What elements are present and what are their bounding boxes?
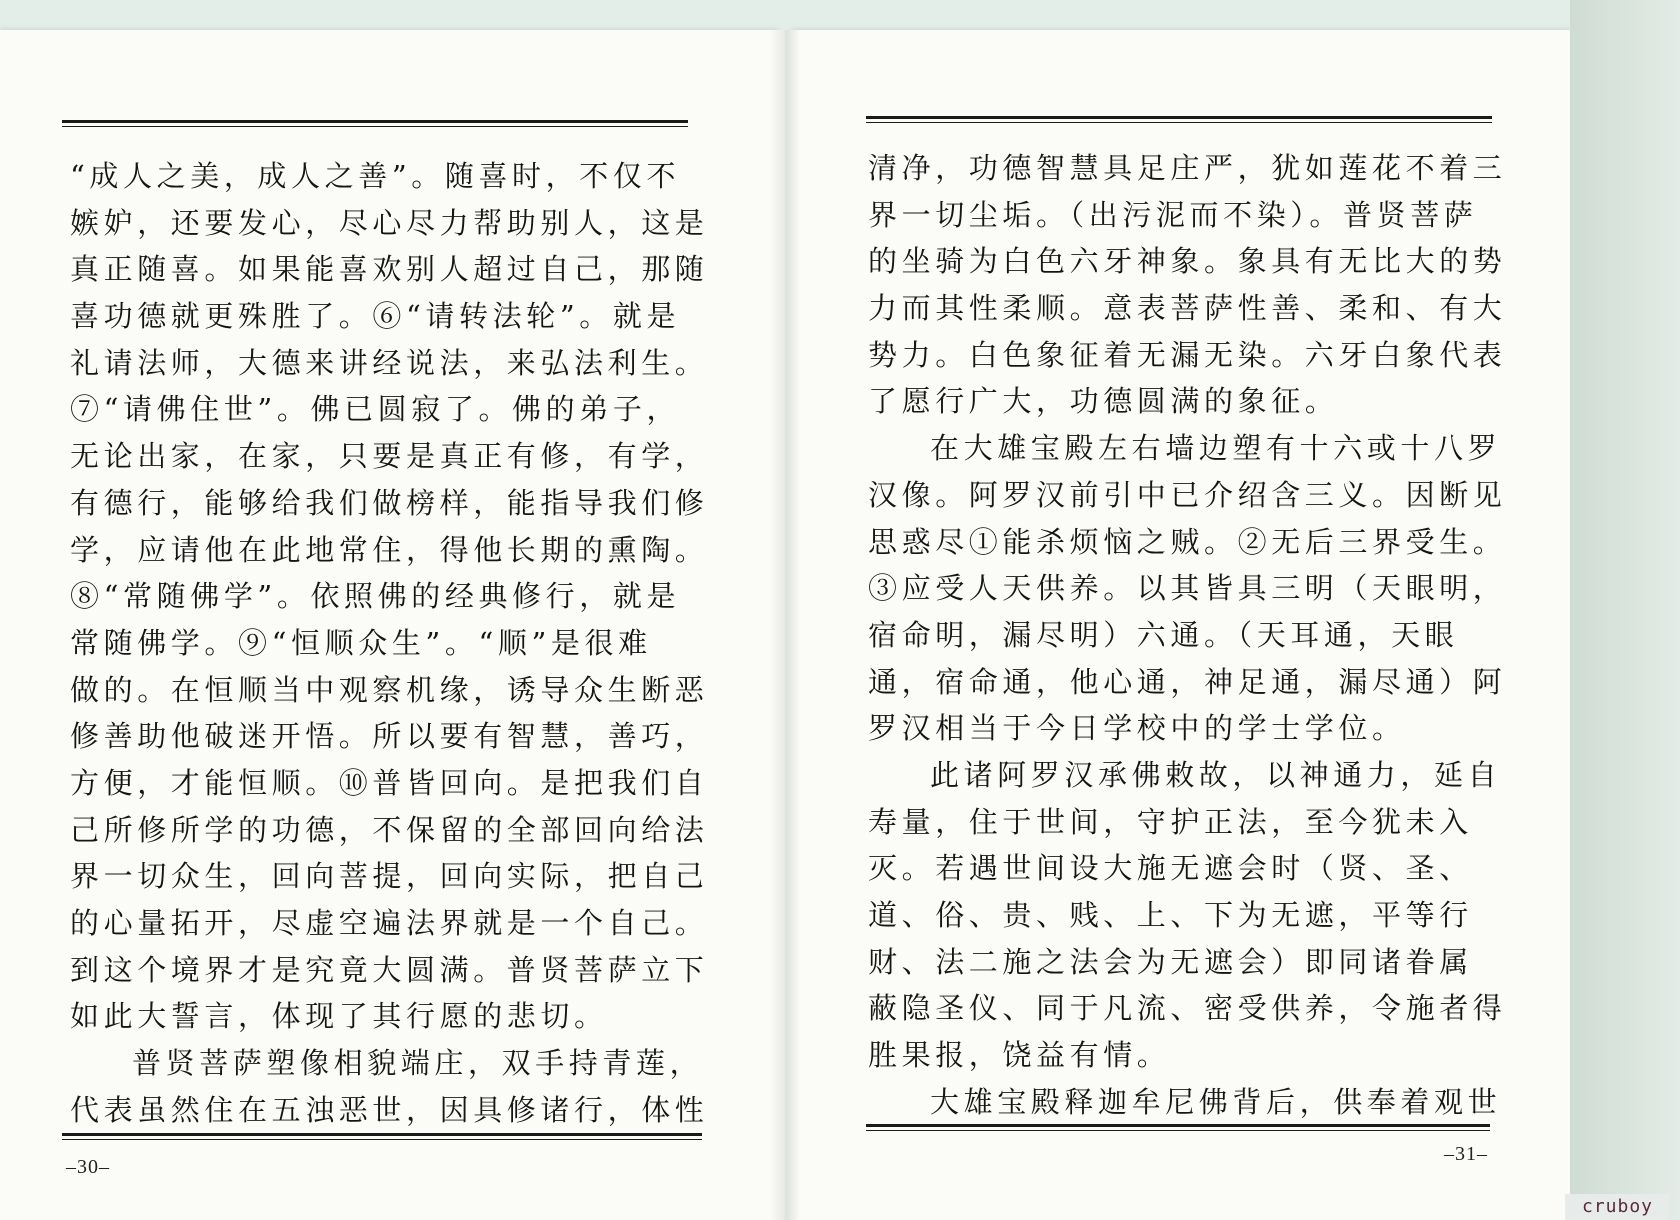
text-line: 界一切众生，回向菩提，回向实际，把自己: [70, 859, 709, 894]
paragraph-first-line: 此诸阿罗汉承佛敕故，以神通力，延自: [930, 757, 1502, 792]
left-top-rule: [62, 120, 688, 123]
text-line: 如此大誓言，体现了其行愿的悲切。: [70, 999, 608, 1034]
text-line: 常随佛学。⑨“恒顺众生”。“顺”是很难: [70, 625, 652, 660]
text-line: 嫉妒，还要发心，尽心尽力帮助别人，这是: [70, 205, 709, 240]
text-line: 宿命明，漏尽明）六通。（天耳通，天眼: [868, 617, 1459, 652]
text-line: 修善助他破迷开悟。所以要有智慧，善巧，: [70, 719, 709, 754]
text-line: 思惑尽①能杀烦恼之贼。②无后三界受生。: [868, 524, 1507, 559]
text-line: 方便，才能恒顺。⑩普皆回向。是把我们自: [70, 765, 709, 800]
paragraph-first-line: 普贤菩萨塑像相貌端庄，双手持青莲，: [132, 1046, 704, 1081]
text-line: 界一切尘垢。（出污泥而不染）。普贤菩萨: [868, 197, 1478, 232]
text-line: 己所修所学的功德，不保留的全部回向给法: [70, 812, 709, 847]
page-number-right: –31–: [1444, 1143, 1488, 1165]
text-line: 了愿行广大，功德圆满的象征。: [868, 384, 1339, 419]
text-line: 的心量拓开，尽虚空遍法界就是一个自己。: [70, 906, 709, 940]
right-page-text: [868, 145, 1506, 1125]
text-line: 喜功德就更殊胜了。⑥“请转法轮”。就是: [70, 299, 681, 334]
text-line: 通，宿命通，他心通，神足通，漏尽通）阿: [868, 664, 1507, 699]
text-line: 财、法二施之法会为无遮会）即同诸眷属: [868, 944, 1473, 979]
text-line: 学，应请他在此地常住，得他长期的熏陶。: [70, 532, 709, 567]
text-line: 胜果报，饶益有情。: [868, 1038, 1171, 1073]
text-line: 势力。白色象征着无漏无染。六牙白象代表: [868, 337, 1507, 372]
right-top-rule: [866, 116, 1492, 119]
text-line: 灭。若遇世间设大施无遮会时（贤、圣、: [868, 851, 1473, 886]
text-line: 汉像。阿罗汉前引中已介绍含三义。因断见: [868, 477, 1507, 512]
text-line: 力而其性柔顺。意表菩萨性善、柔和、有大: [868, 291, 1507, 326]
text-line: 有德行，能够给我们做榜样，能指导我们修: [70, 485, 709, 520]
text-line: 清净，功德智慧具足庄严，犹如莲花不着三: [868, 151, 1507, 185]
text-line: 做的。在恒顺当中观察机缘，诱导众生断恶: [70, 672, 709, 707]
text-line: 的坐骑为白色六牙神象。象具有无比大的势: [868, 244, 1507, 279]
paragraph-first-line: 在大雄宝殿左右墙边塑有十六或十八罗: [930, 431, 1502, 466]
text-line: 到这个境界才是究竟大圆满。普贤菩萨立下: [70, 952, 709, 987]
paragraph-first-line: 大雄宝殿释迦牟尼佛背后，供奉着观世: [930, 1084, 1502, 1119]
text-line: 代表虽然住在五浊恶世，因具修诸行，体性: [70, 1092, 709, 1127]
left-page-text: [70, 153, 708, 1133]
book-gutter: [770, 30, 800, 1220]
text-line: 罗汉相当于今日学校中的学士学位。: [868, 711, 1406, 746]
text-line: 无论出家，在家，只要是真正有修，有学，: [70, 439, 709, 474]
text-line: 礼请法师，大德来讲经说法，来弘法利生。: [70, 345, 709, 380]
watermark-label: cruboy: [1565, 1194, 1670, 1220]
text-line: 道、俗、贵、贱、上、下为无遮，平等行: [868, 898, 1473, 932]
text-line: ⑧“常随佛学”。依照佛的经典修行，就是: [70, 579, 681, 614]
page-number-left: –30–: [66, 1156, 110, 1178]
text-line: 蔽隐圣仪、同于凡流、密受供养，令施者得: [868, 991, 1507, 1026]
text-line: ⑦“请佛住世”。佛已圆寂了。佛的弟子，: [70, 392, 681, 427]
text-line: 寿量，住于世间，守护正法，至今犹未入: [868, 804, 1473, 839]
text-line: “成人之美，成人之善”。随喜时，不仅不: [70, 159, 681, 193]
text-line: 真正随喜。如果能喜欢别人超过自己，那随: [70, 252, 709, 287]
scan-background-edge: [1570, 0, 1680, 1220]
text-line: ③应受人天供养。以其皆具三明（天眼明，: [868, 571, 1507, 606]
left-bottom-rule: [62, 1133, 702, 1136]
